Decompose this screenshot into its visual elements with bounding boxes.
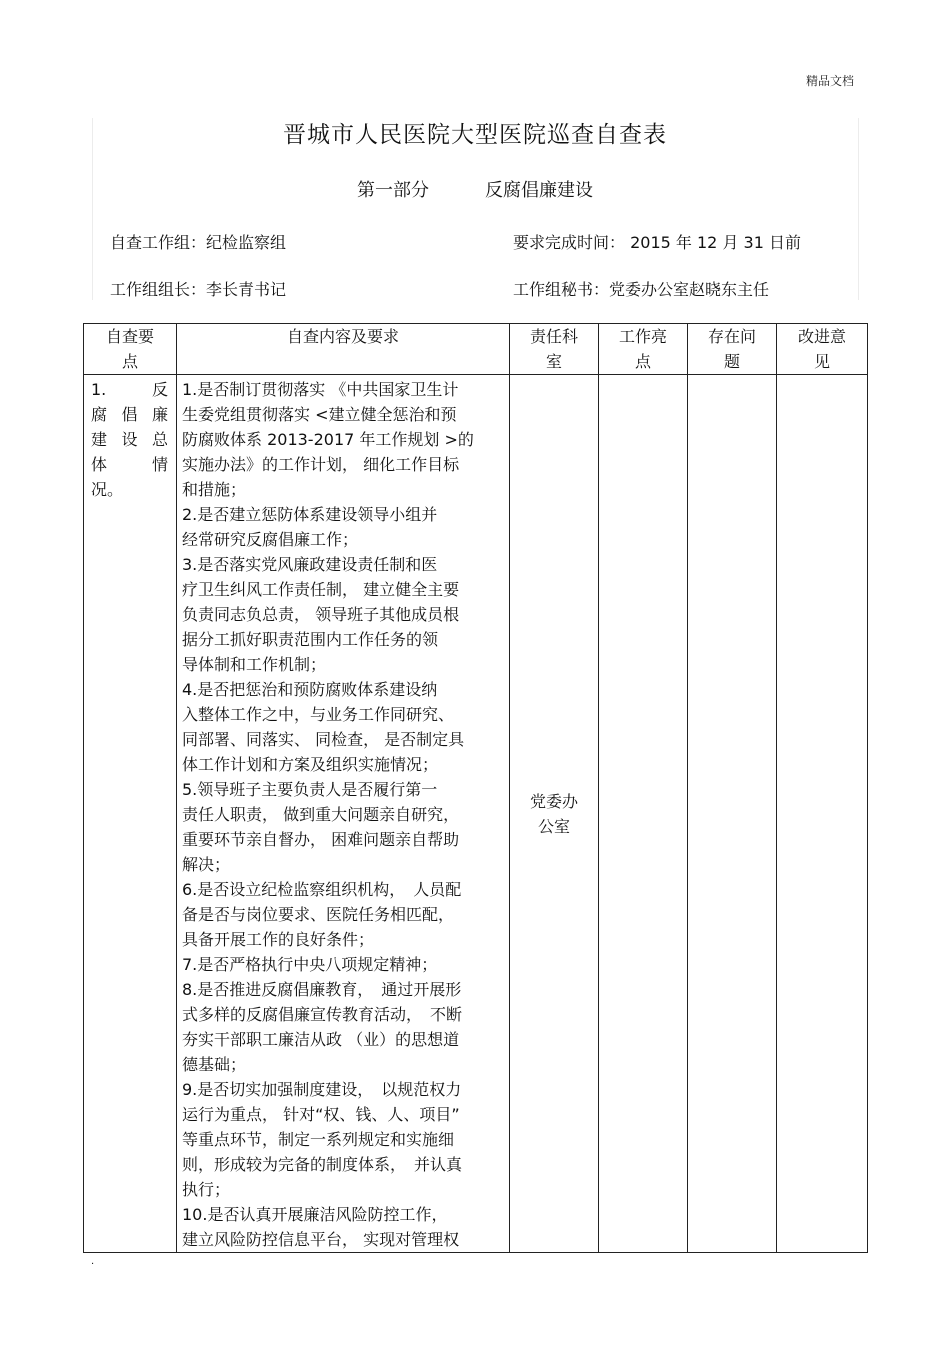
page-subtitle (0, 176, 950, 202)
content-line: 5.领导班子主要负责人是否履行第一 (182, 780, 438, 799)
content-line: 6.是否设立纪检监察组织机构， 人员配 (182, 880, 462, 899)
content-line: 导体制和工作机制； (182, 655, 327, 674)
content-line: 责任人职责， 做到重大问题亲自研究， (182, 805, 460, 824)
info-leader-value: 李长青书记 (206, 280, 287, 299)
header-problem-line1: 存在问 (707, 327, 756, 346)
point-line: 况。 (91, 480, 124, 499)
info-group (110, 230, 286, 253)
check-content-cell (177, 375, 510, 1253)
header-dept-line1: 责任科 (529, 327, 578, 346)
subtitle-topic: 反腐倡廉建设 (485, 180, 593, 201)
content-line: 1.是否制订贯彻落实 《中共国家卫生计 (182, 380, 459, 399)
point-line: 1. 反 (91, 380, 168, 399)
header-improve (777, 324, 868, 375)
page-title: 晋城市人民医院大型医院巡查自查表 (283, 122, 667, 148)
content-line: 疗卫生纠风工作责任制， 建立健全主要 (182, 580, 460, 599)
dept-line2: 公室 (537, 816, 570, 836)
header-problem (688, 324, 777, 375)
content-line: 生委党组贯彻落实 <建立健全惩治和预 (182, 405, 457, 424)
content-line: 解决； (182, 855, 231, 874)
footer-mark: . (91, 1256, 95, 1267)
info-group-value: 纪检监察组 (206, 233, 287, 252)
improve-cell (777, 375, 868, 1253)
info-secretary-value: 党委办公室赵晓东主任 (609, 280, 770, 299)
content-line: 9.是否切实加强制度建设， 以规范权力 (182, 1080, 462, 1099)
problem-cell (688, 375, 777, 1253)
content-line: 实施办法》的工作计划， 细化工作目标 (182, 455, 460, 474)
header-point (84, 324, 177, 375)
point-line: 体 情 (91, 455, 168, 474)
point-line: 建 设 总 (91, 430, 168, 449)
content-line: 入整体工作之中，与业务工作同研究、 (182, 705, 455, 724)
content-line: 则，形成较为完备的制度体系， 并认真 (182, 1155, 463, 1174)
content-line: 运行为重点， 针对“权、钱、人、项目” (182, 1105, 460, 1124)
responsible-dept-cell (510, 375, 599, 1253)
content-line: 德基础； (182, 1055, 247, 1074)
inspection-table (83, 323, 868, 1253)
content-line: 式多样的反腐倡廉宣传教育活动， 不断 (182, 1005, 463, 1024)
info-deadline (513, 230, 801, 253)
content-line: 7.是否严格执行中央八项规定精神； (182, 955, 438, 974)
info-deadline-label: 要求完成时间： (513, 233, 626, 252)
watermark: 精品文档 (805, 74, 854, 88)
highlight-cell (599, 375, 688, 1253)
info-leader-label: 工作组组长： (110, 280, 207, 299)
header-content: 自查内容及要求 (177, 324, 510, 375)
content-line: 防腐败体系 2013-2017 年工作规划 >的 (182, 430, 474, 449)
header-point-line1: 自查要 (105, 327, 154, 346)
content-line: 建立风险防控信息平台， 实现对管理权 (182, 1230, 460, 1249)
content-line: 体工作计划和方案及组织实施情况； (182, 755, 439, 774)
table-row (84, 375, 868, 1253)
info-group-label: 自查工作组： (110, 233, 207, 252)
header-dept-line2: 室 (545, 352, 562, 371)
content-line: 重要环节亲自督办， 困难问题亲自帮助 (182, 830, 460, 849)
info-leader (110, 277, 286, 300)
content-line: 同部署、同落实、 同检查， 是否制定具 (182, 730, 465, 749)
point-line: 腐 倡 廉 (91, 405, 168, 424)
content-line: 和措施； (182, 480, 247, 499)
content-line: 等重点环节，制定一系列规定和实施细 (182, 1130, 455, 1149)
subtitle-part: 第一部分 (357, 180, 429, 201)
content-line: 据分工抓好职责范围内工作任务的领 (182, 630, 439, 649)
header-highlight-line1: 工作亮 (618, 327, 667, 346)
table-header-row (84, 324, 868, 375)
check-point-cell (84, 375, 177, 1253)
content-line: 8.是否推进反腐倡廉教育， 通过开展形 (182, 980, 462, 999)
content-line: 负责同志负总责， 领导班子其他成员根 (182, 605, 460, 624)
header-highlight-line2: 点 (634, 352, 651, 371)
content-line: 2.是否建立惩防体系建设领导小组并 (182, 505, 438, 524)
content-line: 执行； (182, 1180, 231, 1199)
header-point-line2: 点 (121, 352, 138, 371)
header-dept (510, 324, 599, 375)
content-line: 经常研究反腐倡廉工作； (182, 530, 359, 549)
header-problem-line2: 题 (723, 352, 740, 371)
content-line: 夯实干部职工廉洁从政 （业）的思想道 (182, 1030, 460, 1049)
content-line: 4.是否把惩治和预防腐败体系建设纳 (182, 680, 438, 699)
content-line: 具备开展工作的良好条件； (182, 930, 375, 949)
content-line: 10.是否认真开展廉洁风险防控工作， (182, 1205, 448, 1224)
info-secretary-label: 工作组秘书： (513, 280, 610, 299)
header-improve-line1: 改进意 (797, 327, 846, 346)
info-secretary (513, 277, 769, 300)
dept-line1: 党委办 (529, 791, 578, 811)
header-highlight (599, 324, 688, 375)
content-line: 备是否与岗位要求、医院任务相匹配， (182, 905, 455, 924)
info-deadline-value: 2015 年 12 月 31 日前 (630, 233, 801, 252)
content-line: 3.是否落实党风廉政建设责任制和医 (182, 555, 438, 574)
header-improve-line2: 见 (813, 352, 830, 371)
